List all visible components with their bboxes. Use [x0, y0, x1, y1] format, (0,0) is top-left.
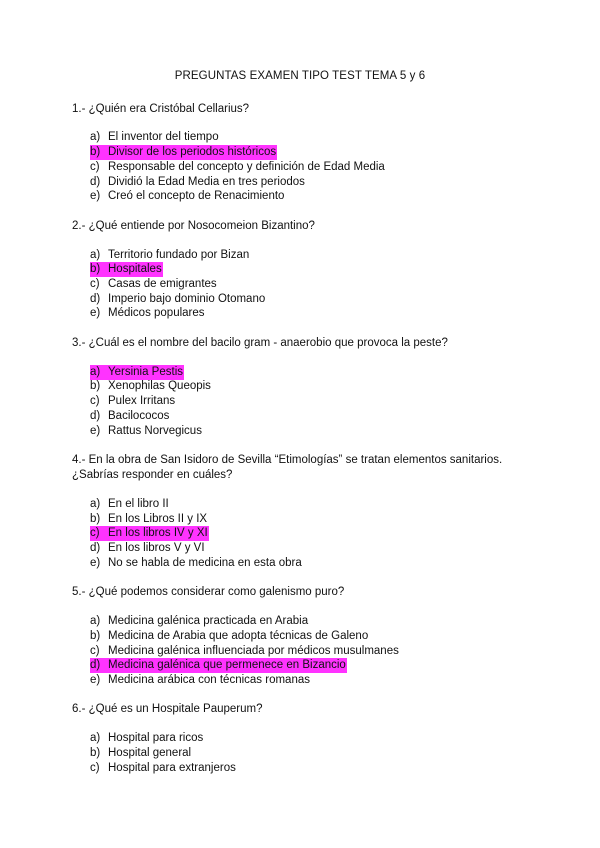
question-6: 6.- ¿Qué es un Hospitale Pauperum? — [72, 703, 263, 715]
option-letter: c) — [90, 527, 100, 539]
option-letter: a) — [90, 732, 101, 744]
option-letter: b) — [90, 747, 101, 759]
question-1-option-a — [90, 130, 219, 145]
question-2-option-d — [90, 292, 265, 307]
option-letter: d) — [90, 542, 101, 554]
option-text: Rattus Norvegicus — [108, 425, 202, 437]
question-6-option-a — [90, 731, 203, 746]
question-2-option-c — [90, 277, 217, 292]
question-5-option-a — [90, 614, 308, 629]
option-text: Medicina galénica influenciada por médicos musulmanes — [108, 645, 399, 657]
document-title: PREGUNTAS EXAMEN TIPO TEST TEMA 5 y 6 — [174, 70, 426, 82]
option-text: Pulex Irritans — [108, 395, 176, 407]
question-2: 2.- ¿Qué entiende por Nosocomeion Bizantino? — [72, 220, 315, 232]
option-letter: b) — [90, 263, 101, 275]
option-letter: c) — [90, 762, 100, 774]
option-text: Médicos populares — [108, 307, 205, 319]
question-5-option-c — [90, 644, 399, 659]
option-text: En los libros V y VI — [108, 542, 205, 554]
question-6-option-c — [90, 761, 236, 776]
option-text: Responsable del concepto y definición de Edad Media — [108, 161, 385, 173]
question-5-option-d-highlighted — [90, 658, 347, 673]
question-1: 1.- ¿Quién era Cristóbal Cellarius? — [72, 103, 250, 115]
option-letter: c) — [90, 395, 100, 407]
option-text: Medicina galénica practicada en Arabia — [108, 615, 309, 627]
option-text: Hospitales — [108, 263, 162, 275]
option-letter: e) — [90, 674, 101, 686]
option-text: Bacilococos — [108, 410, 170, 422]
question-5: 5.- ¿Qué podemos considerar como galenismo puro? — [72, 586, 345, 598]
option-letter: a) — [90, 615, 101, 627]
option-text: Medicina galénica que permenece en Bizancio — [108, 659, 346, 671]
option-letter: a) — [90, 498, 101, 510]
option-text: Yersinia Pestis — [108, 366, 184, 378]
question-1-option-e — [90, 189, 284, 204]
option-letter: d) — [90, 410, 101, 422]
option-text: No se habla de medicina en esta obra — [108, 557, 302, 569]
option-letter: d) — [90, 659, 101, 671]
option-letter: e) — [90, 307, 101, 319]
option-letter: b) — [90, 513, 101, 525]
question-4-option-d — [90, 541, 205, 556]
question-4-option-c-highlighted — [90, 526, 209, 541]
option-text: El inventor del tiempo — [108, 131, 219, 143]
option-text: En el libro II — [108, 498, 169, 510]
option-text: Creó el concepto de Renacimiento — [108, 190, 285, 202]
question-3-option-d — [90, 409, 169, 424]
question-3-option-e — [90, 424, 202, 439]
option-text: Casas de emigrantes — [108, 278, 217, 290]
option-text: En los Libros II y IX — [108, 513, 208, 525]
option-letter: c) — [90, 278, 100, 290]
option-letter: b) — [90, 630, 101, 642]
question-5-option-e — [90, 673, 310, 688]
question-4-option-b — [90, 512, 207, 527]
option-text: Territorio fundado por Bizan — [108, 249, 250, 261]
option-letter: b) — [90, 146, 101, 158]
question-3-option-c — [90, 394, 175, 409]
question-3-option-a-highlighted — [90, 365, 184, 380]
option-text: Hospital para ricos — [108, 732, 204, 744]
option-letter: a) — [90, 131, 101, 143]
question-1-option-d — [90, 175, 305, 190]
question-2-option-e — [90, 306, 205, 321]
option-letter: a) — [90, 366, 101, 378]
option-text: Xenophilas Queopis — [108, 380, 211, 392]
option-text: Divisor de los periodos históricos — [108, 146, 277, 158]
option-text: Imperio bajo dominio Otomano — [108, 293, 266, 305]
question-4-option-e — [90, 556, 302, 571]
option-text: Medicina de Arabia que adopta técnicas de Galeno — [108, 630, 369, 642]
question-6-option-b — [90, 746, 191, 761]
option-letter: c) — [90, 645, 100, 657]
question-2-option-a — [90, 248, 249, 263]
option-letter: b) — [90, 380, 101, 392]
option-text: Hospital para extranjeros — [108, 762, 236, 774]
option-text: Hospital general — [108, 747, 192, 759]
question-3: 3.- ¿Cuál es el nombre del bacilo gram - anaerobio que provoca la peste? — [72, 337, 448, 349]
option-text: En los libros IV y XI — [108, 527, 208, 539]
question-1-option-b-highlighted — [90, 145, 277, 160]
question-4-option-a — [90, 497, 169, 512]
option-letter: e) — [90, 190, 101, 202]
option-letter: d) — [90, 176, 101, 188]
option-letter: e) — [90, 557, 101, 569]
question-4-line-1: 4.- En la obra de San Isidoro de Sevilla “Etimologías” se tratan elementos sanitarios. — [72, 454, 503, 466]
option-letter: a) — [90, 249, 101, 261]
question-2-option-b-highlighted — [90, 262, 163, 277]
question-3-option-b — [90, 379, 211, 394]
question-1-option-c — [90, 160, 385, 175]
option-letter: d) — [90, 293, 101, 305]
option-text: Dividió la Edad Media en tres periodos — [108, 176, 305, 188]
option-letter: e) — [90, 425, 101, 437]
option-text: Medicina arábica con técnicas romanas — [108, 674, 310, 686]
question-4-line-2: ¿Sabrías responder en cuáles? — [72, 469, 233, 481]
question-5-option-b — [90, 629, 368, 644]
option-letter: c) — [90, 161, 100, 173]
